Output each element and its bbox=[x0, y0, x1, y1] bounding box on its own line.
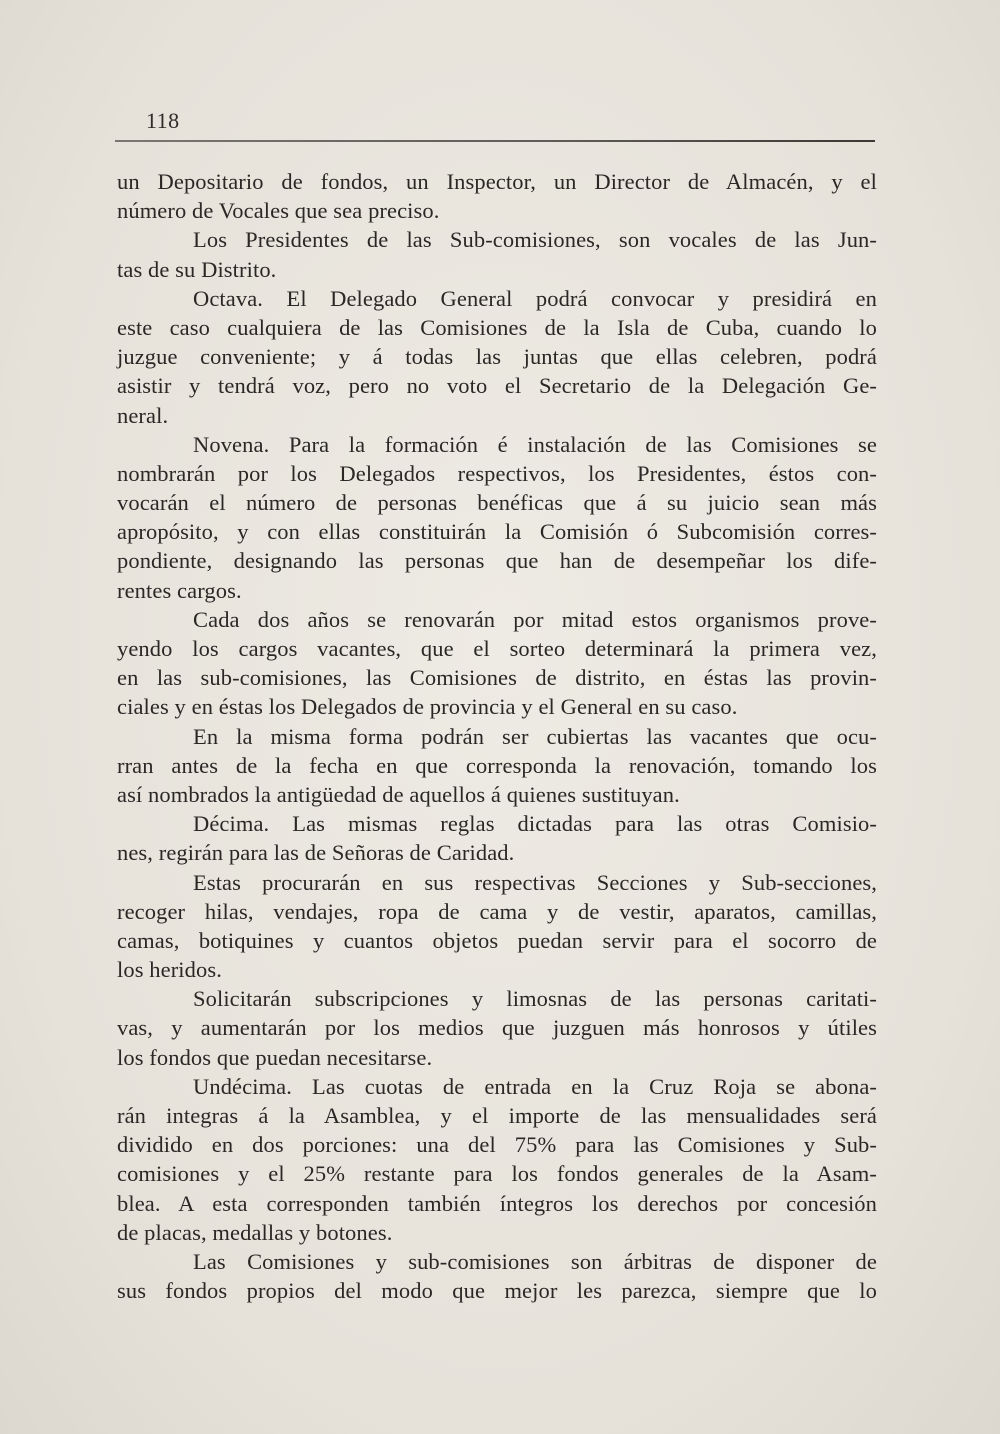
text-line: Octava. El Delegado General podrá convocar y presidirá en bbox=[193, 285, 877, 311]
text-line: Novena. Para la formación é instalación de las Comisiones se bbox=[193, 431, 877, 457]
text-line: neral. bbox=[117, 402, 169, 428]
text-line: yendo los cargos vacantes, que el sorteo determinará la primera vez, bbox=[117, 636, 877, 661]
text-line: rran antes de la fecha en que corresponda la renovación, tomando los bbox=[117, 752, 877, 778]
text-line: Undécima. Las cuotas de entrada en la Cruz Roja se abona- bbox=[193, 1073, 877, 1099]
text-line: vas, y aumentarán por los medios que juzguen más honrosos y útiles bbox=[117, 1015, 877, 1041]
text-line: los heridos. bbox=[117, 957, 222, 983]
text-line: Los Presidentes de las Sub-comisiones, son vocales de las Jun- bbox=[193, 227, 877, 253]
text-line: dividido en dos porciones: una del 75% para las Comisiones y Sub- bbox=[117, 1132, 877, 1158]
text-line: asistir y tendrá voz, pero no voto el Secretario de la Delegación Ge- bbox=[117, 373, 877, 399]
text-line: camas, botiquines y cuantos objetos puedan servir para el socorro de bbox=[117, 927, 877, 953]
text-line: vocarán el número de personas benéficas que á su juicio sean más bbox=[117, 490, 877, 516]
header-rule bbox=[115, 140, 875, 142]
body-text bbox=[117, 167, 877, 1305]
text-line: nombrarán por los Delegados respectivos, los Presidentes, éstos con- bbox=[117, 460, 877, 486]
text-line: ciales y en éstas los Delegados de provincia y el General en su caso. bbox=[117, 694, 738, 720]
text-line: de placas, medallas y botones. bbox=[117, 1219, 393, 1245]
text-line: recoger hilas, vendajes, ropa de cama y de vestir, aparatos, camillas, bbox=[117, 898, 877, 924]
text-line: juzgue conveniente; y á todas las juntas que ellas celebren, podrá bbox=[117, 344, 877, 370]
text-line: en las sub-comisiones, las Comisiones de distrito, en éstas las provin- bbox=[117, 665, 877, 691]
page-number: 118 bbox=[146, 108, 180, 133]
text-line: apropósito, y con ellas constituirán la Comisión ó Subcomisión corres- bbox=[117, 519, 877, 545]
text-line: rán integras á la Asamblea, y el importe de las mensualidades será bbox=[117, 1103, 877, 1128]
text-line: un Depositario de fondos, un Inspector, un Director de Almacén, y el bbox=[117, 169, 877, 194]
text-line: así nombrados la antigüedad de aquellos á quienes sustituyan. bbox=[117, 781, 680, 807]
text-line: sus fondos propios del modo que mejor les parezca, siempre que lo bbox=[117, 1278, 877, 1304]
text-line: rentes cargos. bbox=[117, 577, 242, 603]
text-line: este caso cualquiera de las Comisiones de la Isla de Cuba, cuando lo bbox=[117, 314, 877, 340]
text-line: Estas procurarán en sus respectivas Secciones y Sub-secciones, bbox=[193, 869, 877, 895]
text-line: Solicitarán subscripciones y limosnas de las personas caritati- bbox=[193, 986, 877, 1012]
text-line: número de Vocales que sea preciso. bbox=[117, 198, 440, 224]
text-line: los fondos que puedan necesitarse. bbox=[117, 1044, 433, 1070]
text-line: nes, regirán para las de Señoras de Caridad. bbox=[117, 840, 515, 866]
text-line: comisiones y el 25% restante para los fondos generales de la Asam- bbox=[117, 1161, 877, 1187]
text-line: tas de su Distrito. bbox=[117, 256, 277, 282]
text-line: Las Comisiones y sub-comisiones son árbitras de disponer de bbox=[193, 1248, 877, 1274]
text-line: Cada dos años se renovarán por mitad estos organismos prove- bbox=[193, 606, 877, 632]
text-line: blea. A esta corresponden también íntegros los derechos por concesión bbox=[117, 1190, 877, 1216]
text-line: pondiente, designando las personas que han de desempeñar los dife- bbox=[117, 548, 877, 574]
text-line: En la misma forma podrán ser cubiertas las vacantes que ocu- bbox=[193, 723, 877, 749]
text-line: Décima. Las mismas reglas dictadas para las otras Comisio- bbox=[193, 811, 877, 837]
